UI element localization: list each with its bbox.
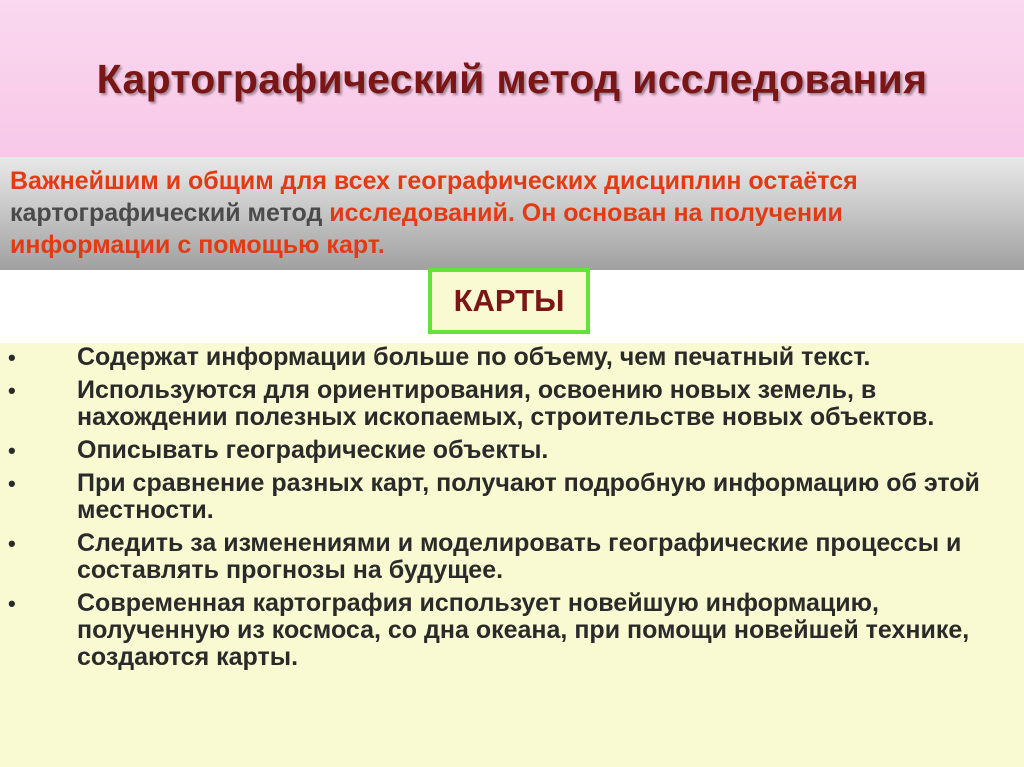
maps-heading-box	[428, 268, 590, 334]
bullet-list	[0, 344, 1024, 677]
list-item	[0, 344, 1024, 371]
list-item-text: Описывать географические объекты.	[77, 436, 549, 464]
list-item-text: При сравнение разных карт, получают подробную информацию об этой местности.	[77, 469, 980, 524]
list-item-text: Следить за изменениями и моделировать географические процессы и составлять прогнозы на будущее.	[77, 529, 962, 584]
intro-highlight: картографический метод	[10, 199, 323, 227]
list-item-text: Используются для ориентирования, освоению новых земель, в нахождении полезных ископаемых, строительстве новых объектов.	[77, 376, 935, 431]
bullet-icon: •	[8, 345, 16, 370]
bullet-icon: •	[8, 471, 16, 496]
list-item-text: Содержат информации больше по объему, чем печатный текст.	[77, 343, 871, 371]
bullet-icon: •	[8, 378, 16, 403]
bullet-icon: •	[8, 531, 16, 556]
slide-title: Картографический метод исследования	[96, 56, 928, 102]
list-item-text: Современная картография использует новейшую информацию, полученную из космоса, со дна океана, при помощи новейшей технике, создаются карты.	[77, 589, 970, 671]
list-item	[0, 377, 1024, 431]
intro-paragraph	[10, 165, 1010, 261]
bullet-icon: •	[8, 591, 16, 616]
bullet-icon: •	[8, 438, 16, 463]
list-item	[0, 590, 1024, 671]
list-item	[0, 470, 1024, 524]
intro-text-part2: исследований. Он основан на получении информации с помощью карт.	[10, 199, 843, 259]
intro-text-part1: Важнейшим и общим для всех географических дисциплин остаётся	[10, 167, 858, 195]
list-item	[0, 530, 1024, 584]
list-item	[0, 437, 1024, 464]
maps-heading-label: КАРТЫ	[453, 283, 565, 318]
